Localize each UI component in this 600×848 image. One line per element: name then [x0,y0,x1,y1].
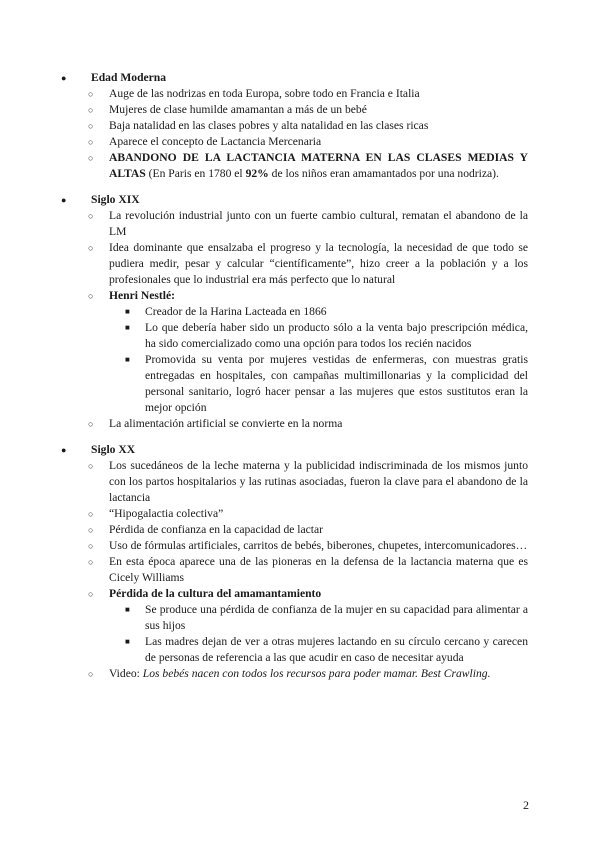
subheading-henri-nestle: ○ Henri Nestlé: [88,289,175,302]
bullet-square-icon: ■ [125,323,130,332]
bullet-circle-icon: ○ [88,461,94,471]
sub-list-item: ■ Promovida su venta por mujeres vestidas de enfermeras, con muestras gratis entregadas en hospitales, con campañas multimillonarias y la complicidad del personal sanitario, logró hacer pensar a las mujeres que estos sustitutos eran la mejor opción [125,353,528,414]
section-heading-edad-moderna: ● Edad Moderna [61,71,167,84]
bullet-circle-icon: ○ [88,557,94,567]
sub-list-item: ■ Las madres dejan de ver a otras mujeres lactando en su círculo cercano y carecen de personas de referencia a las que acudir en caso de necesitar ayuda [125,635,528,664]
bullet-circle-icon: ○ [88,419,94,429]
list-item: ○ “Hipogalactia colectiva” [88,507,224,520]
bullet-disc-icon: ● [61,73,67,83]
bullet-circle-icon: ○ [88,291,94,301]
bullet-circle-icon: ○ [88,105,94,115]
bullet-disc-icon: ● [61,195,67,205]
list-item: ○ Uso de fórmulas artificiales, carritos de bebés, biberones, chupetes, intercomunicadores… [88,539,528,552]
bullet-circle-icon: ○ [88,153,94,163]
list-item-abandono: ○ ABANDONO DE LA LACTANCIA MATERNA EN LAS CLASES MEDIAS Y ALTAS (En Paris en 1780 el 92% de los niños eran amamantados por una nodriza). [88,151,528,180]
list-item: ○ Idea dominante que ensalzaba el progreso y la tecnología, la necesidad de que todo se pudiera medir, pesar y calcular “científicamente”, hizo creer a la población y a los profesionales que lo industrial era más perfecto que lo natural [88,241,528,286]
bullet-square-icon: ■ [125,637,130,646]
bullet-circle-icon: ○ [88,121,94,131]
bullet-circle-icon: ○ [88,243,94,253]
bullet-circle-icon: ○ [88,589,94,599]
list-item: ○ La alimentación artificial se convierte en la norma [88,417,343,430]
bullet-circle-icon: ○ [88,89,94,99]
section-heading-siglo-xx: ● Siglo XX [61,443,136,456]
bullet-square-icon: ■ [125,355,130,364]
bullet-disc-icon: ● [61,445,67,455]
list-item: ○ Mujeres de clase humilde amamantan a más de un bebé [88,103,367,116]
bullet-circle-icon: ○ [88,137,94,147]
list-item: ○ La revolución industrial junto con un fuerte cambio cultural, rematan el abandono de la LM [88,209,528,238]
bullet-circle-icon: ○ [88,541,94,551]
bullet-circle-icon: ○ [88,509,94,519]
section-heading-siglo-xix: ● Siglo XIX [61,193,140,206]
bullet-circle-icon: ○ [88,525,94,535]
document-body [0,70,600,682]
video-reference: ○ Video: Los bebés nacen con todos los recursos para poder mamar. Best Crawling. [88,667,491,680]
bullet-circle-icon: ○ [88,211,94,221]
video-title: Los bebés nacen con todos los recursos para poder mamar. Best Crawling. [142,667,491,680]
sub-list-item: ■ Lo que debería haber sido un producto sólo a la venta bajo prescripción médica, ha sido comercializado como una opción para todos los recién nacidos [125,321,528,350]
sub-list-item: ■ Se produce una pérdida de confianza de la mujer en su capacidad para alimentar a sus hijos [125,603,528,632]
list-item: ○ En esta época aparece una de las pioneras en la defensa de la lactancia materna que es Cicely Williams [88,555,528,584]
page-number: 2 [523,798,529,812]
subheading-perdida-cultura: ○ Pérdida de la cultura del amamantamiento [88,587,322,600]
bullet-square-icon: ■ [125,605,130,614]
bullet-circle-icon: ○ [88,669,94,679]
list-item: ○ Los sucedáneos de la leche materna y la publicidad indiscriminada de los mismos junto con los partos hospitalarios y las rutinas asociadas, fueron la clave para el abandono de la lactancia [88,459,528,504]
sub-list-item: ■ Creador de la Harina Lacteada en 1866 [125,305,327,318]
list-item: ○ Aparece el concepto de Lactancia Mercenaria [88,135,322,148]
bullet-square-icon: ■ [125,307,130,316]
list-item: ○ Pérdida de confianza en la capacidad de lactar [88,523,324,536]
list-item: ○ Auge de las nodrizas en toda Europa, sobre todo en Francia e Italia [88,87,420,100]
list-item: ○ Baja natalidad en las clases pobres y alta natalidad en las clases ricas [88,119,429,132]
